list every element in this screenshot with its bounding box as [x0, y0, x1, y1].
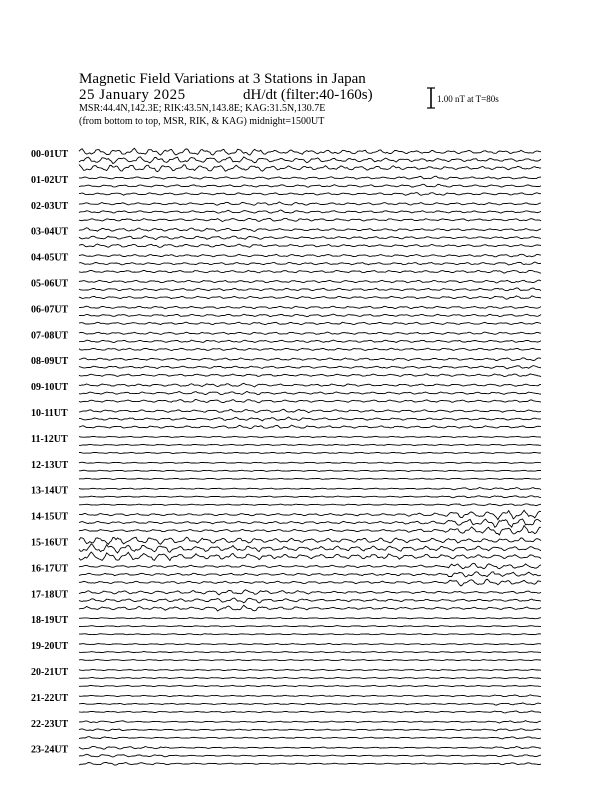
trace-KAG: [79, 510, 541, 519]
trace-KAG: [79, 409, 541, 412]
trace-RIK: [79, 184, 541, 187]
trace-RIK: [79, 210, 541, 213]
trace-MSR: [79, 711, 541, 713]
trace-RIK: [79, 677, 541, 678]
trace-MSR: [79, 504, 541, 506]
hour-label: 19-20UT: [31, 641, 69, 653]
trace-RIK: [79, 544, 541, 553]
trace-KAG: [79, 306, 541, 309]
trace-MSR: [79, 660, 541, 661]
trace-MSR: [79, 399, 541, 402]
chart-variable: dH/dt (filter:40-160s): [243, 87, 373, 103]
hour-label: 18-19UT: [31, 615, 69, 627]
trace-RIK: [79, 288, 541, 291]
trace-KAG: [79, 537, 541, 544]
trace-RIK: [79, 391, 541, 394]
trace-RIK: [79, 754, 541, 757]
trace-MSR: [79, 526, 541, 535]
order-note: (from bottom to top, MSR, RIK, & KAG) midnight=1500UT: [79, 116, 325, 127]
trace-KAG: [79, 436, 541, 437]
trace-MSR: [79, 244, 541, 247]
trace-RIK: [79, 444, 541, 445]
trace-MSR: [79, 634, 541, 635]
scale-bar: [427, 88, 435, 108]
trace-RIK: [79, 314, 541, 317]
trace-RIK: [79, 519, 541, 527]
trace-MSR: [79, 737, 541, 739]
trace-RIK: [79, 340, 541, 342]
trace-KAG: [79, 228, 541, 232]
trace-RIK: [79, 572, 541, 577]
hour-label: 05-06UT: [31, 278, 69, 290]
trace-RIK: [79, 626, 541, 627]
trace-MSR: [79, 374, 541, 377]
trace-MSR: [79, 218, 541, 221]
trace-RIK: [79, 157, 541, 164]
hour-label: 17-18UT: [31, 589, 69, 601]
trace-KAG: [79, 280, 541, 283]
hour-label: 07-08UT: [31, 330, 69, 342]
trace-KAG: [79, 202, 541, 205]
hour-label: 21-22UT: [31, 692, 69, 704]
hour-label: 10-11UT: [31, 408, 68, 419]
hour-label: 11-12UT: [31, 433, 68, 445]
hour-label: 12-13UT: [31, 459, 69, 471]
trace-KAG: [79, 462, 541, 463]
trace-MSR: [79, 478, 541, 479]
trace-KAG: [79, 644, 541, 645]
trace-MSR: [79, 296, 541, 299]
hour-label: 03-04UT: [31, 226, 69, 238]
trace-MSR: [79, 579, 541, 586]
hour-label: 20-21UT: [31, 667, 69, 678]
trace-KAG: [79, 383, 541, 387]
trace-RIK: [79, 703, 541, 705]
trace-MSR: [79, 348, 541, 350]
trace-MSR: [79, 270, 541, 273]
trace-KAG: [79, 176, 541, 179]
trace-KAG: [79, 254, 541, 256]
trace-RIK: [79, 236, 541, 240]
trace-RIK: [79, 470, 541, 471]
trace-KAG: [79, 618, 541, 619]
trace-MSR: [79, 425, 541, 428]
hour-label: 00-01UT: [31, 149, 69, 160]
hour-label: 04-05UT: [31, 252, 69, 264]
trace-KAG: [79, 695, 541, 697]
trace-KAG: [79, 746, 541, 749]
trace-RIK: [79, 729, 541, 731]
scale-bar-label: 1.00 nT at T=80s: [437, 94, 499, 104]
trace-KAG: [79, 721, 541, 723]
trace-MSR: [79, 685, 541, 686]
trace-KAG: [79, 669, 541, 670]
trace-MSR: [79, 605, 541, 611]
station-list: MSR:44.4N,142.3E; RIK:43.5N,143.8E; KAG:31.5N,130.7E: [79, 103, 326, 114]
trace-MSR: [79, 322, 541, 325]
hour-label: 23-24UT: [31, 744, 69, 756]
trace-KAG: [79, 563, 541, 569]
trace-RIK: [79, 262, 541, 265]
chart-date: 25 January 2025: [79, 87, 186, 103]
trace-RIK: [79, 598, 541, 603]
trace-RIK: [79, 652, 541, 653]
hour-label: 08-09UT: [31, 356, 69, 368]
trace-KAG: [79, 590, 541, 595]
hour-label: 02-03UT: [31, 200, 69, 212]
trace-RIK: [79, 496, 541, 498]
hour-label: 06-07UT: [31, 304, 69, 316]
trace-MSR: [79, 762, 541, 765]
hour-label: 01-02UT: [31, 174, 69, 186]
hour-label: 16-17UT: [31, 563, 69, 575]
trace-KAG: [79, 332, 541, 334]
hour-label: 09-10UT: [31, 382, 69, 394]
hour-label: 15-16UT: [31, 537, 69, 549]
hour-label: 14-15UT: [31, 511, 69, 523]
chart-title: Magnetic Field Variations at 3 Stations in Japan: [79, 71, 366, 87]
trace-MSR: [79, 552, 541, 561]
trace-MSR: [79, 193, 541, 196]
trace-KAG: [79, 148, 541, 155]
trace-MSR: [79, 452, 541, 453]
hour-label: 22-23UT: [31, 718, 69, 730]
trace-KAG: [79, 358, 541, 361]
trace-KAG: [79, 488, 541, 490]
trace-MSR: [79, 165, 541, 172]
trace-RIK: [79, 417, 541, 421]
hour-label: 13-14UT: [31, 485, 69, 497]
trace-RIK: [79, 366, 541, 369]
